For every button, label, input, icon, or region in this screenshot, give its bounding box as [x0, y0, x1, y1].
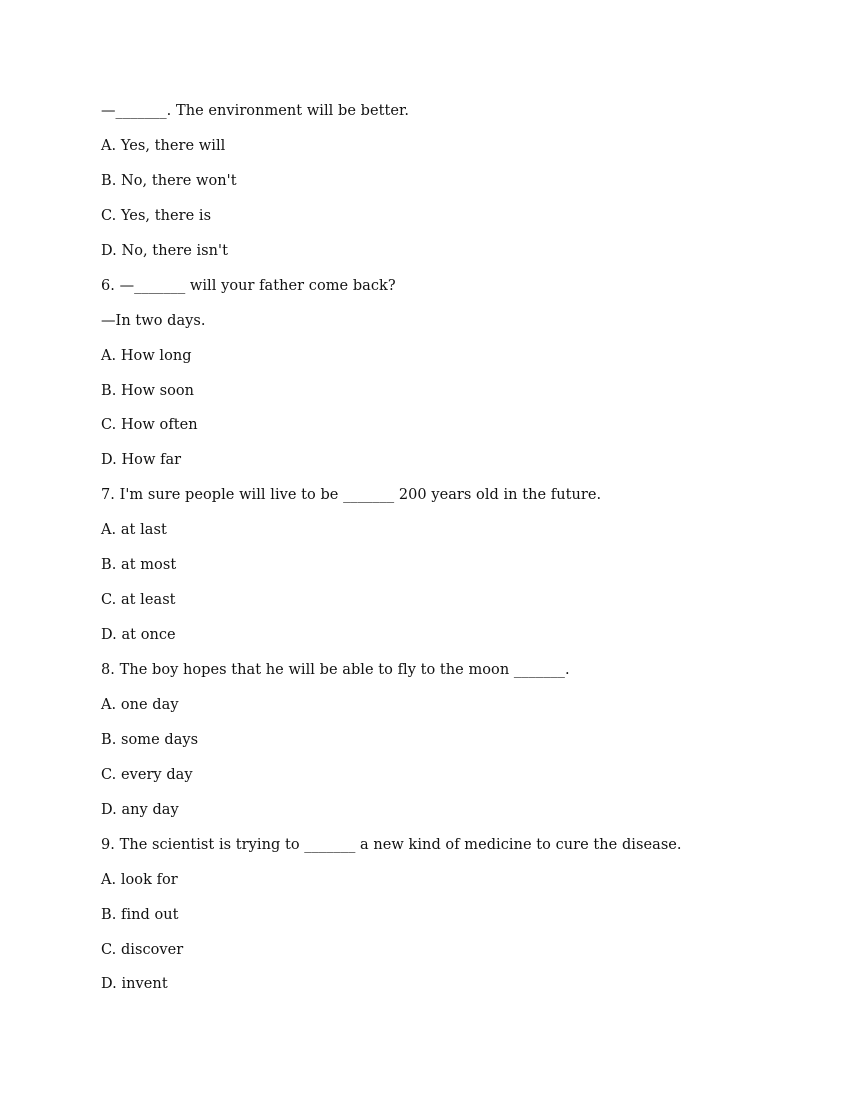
q5-option-a: A. Yes, there will: [101, 137, 226, 154]
q7-option-d: D. at once: [101, 627, 176, 644]
q5-option-d: D. No, there isn't: [101, 242, 228, 259]
q8-option-c: C. every day: [101, 766, 193, 783]
q8-option-d: D. any day: [101, 801, 179, 818]
q5-option-c: C. Yes, there is: [101, 207, 212, 224]
question-6-reply: —In two days.: [101, 312, 206, 329]
q6-option-c: C. How often: [101, 417, 198, 434]
q7-option-a: A. at last: [101, 522, 167, 539]
question-5-answer-prompt: —_______. The environment will be better.: [101, 103, 410, 119]
question-7: 7. I'm sure people will live to be _______ 200 years old in the future.: [101, 487, 602, 504]
q9-option-c: C. discover: [101, 941, 184, 958]
question-8: 8. The boy hopes that he will be able to fly to the moon _______.: [101, 662, 570, 678]
q7-option-b: B. at most: [101, 557, 177, 574]
q6-option-b: B. How soon: [101, 382, 195, 399]
q7-option-c: C. at least: [101, 592, 176, 609]
q9-option-a: A. look for: [101, 871, 178, 888]
q8-option-b: B. some days: [101, 731, 199, 748]
q9-option-b: B. find out: [101, 906, 179, 923]
question-6: 6. —_______ will your father come back?: [101, 277, 396, 294]
question-9: 9. The scientist is trying to _______ a new kind of medicine to cure the disease.: [101, 836, 682, 853]
question-list: [101, 99, 801, 1007]
q6-option-a: A. How long: [101, 347, 192, 364]
q6-option-d: D. How far: [101, 452, 182, 469]
q5-option-b: B. No, there won't: [101, 172, 237, 189]
q9-option-d: D. invent: [101, 976, 168, 993]
q8-option-a: A. one day: [101, 696, 179, 713]
